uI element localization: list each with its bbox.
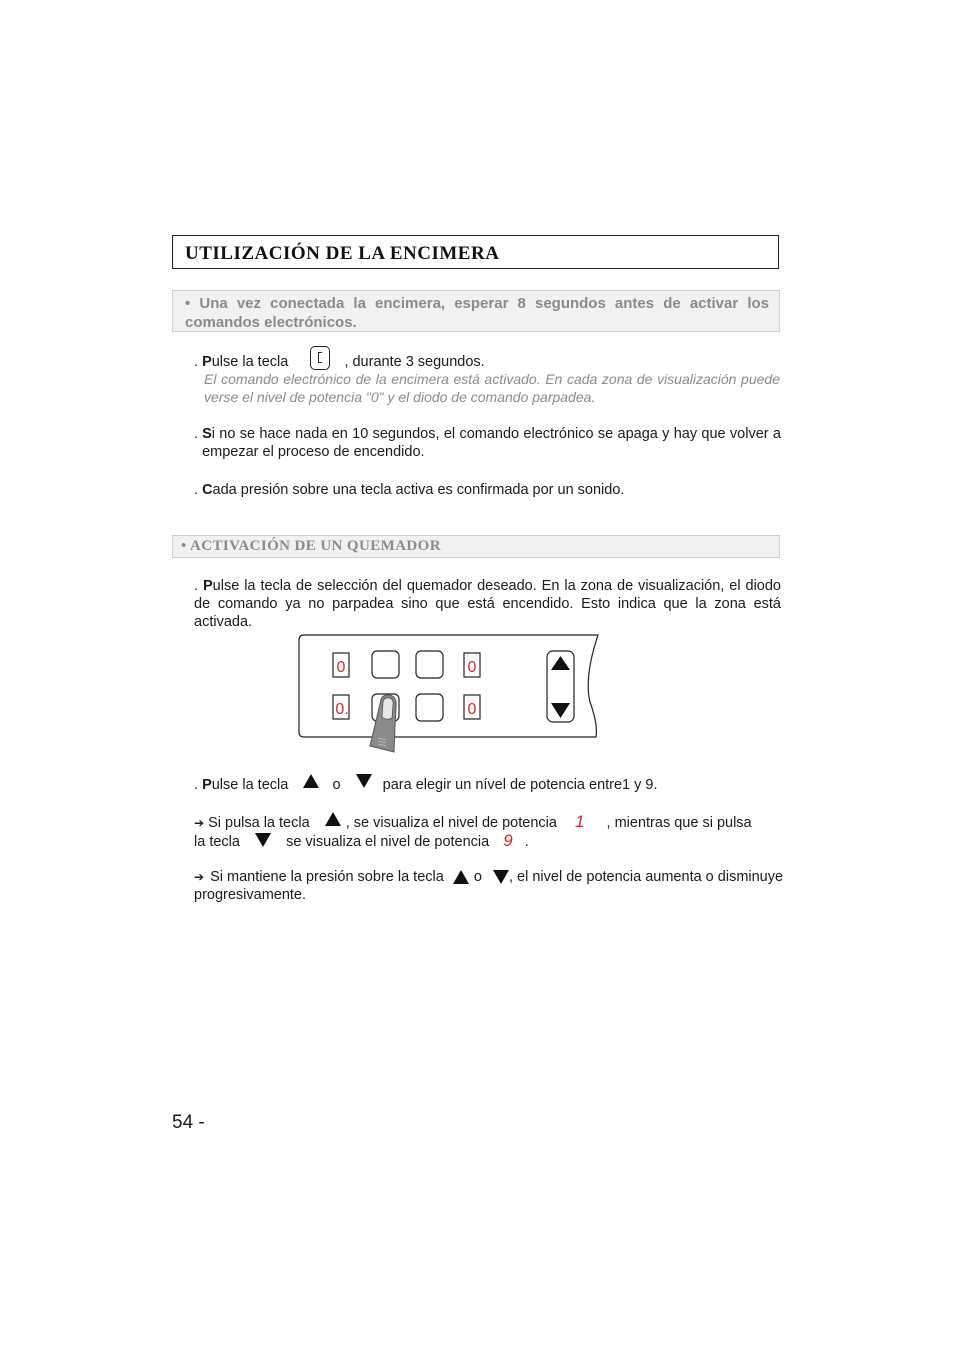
step-3: [194, 481, 784, 499]
power-key-icon: [310, 346, 330, 370]
display-digit: 0: [467, 659, 477, 676]
step-7-continuation: [509, 868, 784, 886]
step-3-lead: C: [202, 482, 213, 498]
step-2-prefix: .: [194, 426, 203, 442]
step-2-lead: S: [202, 426, 212, 442]
step-6-text-e: se visualiza el nivel de potencia: [286, 834, 490, 850]
display-bottom-right: [464, 695, 480, 719]
step-7-or: o: [473, 869, 482, 885]
step-1-lead: P: [202, 353, 212, 370]
notice-box: [172, 290, 780, 332]
step-1-text-after: , durante 3 segundos.: [344, 353, 485, 370]
section-title: • ACTIVACIÓN DE UN QUEMADOR: [181, 538, 441, 554]
arrow-icon: ➔: [194, 870, 205, 884]
step-5: [194, 776, 784, 794]
display-digit: 0: [467, 701, 477, 718]
display-top-left: [333, 653, 349, 677]
display-bottom-left: [333, 695, 349, 719]
step-5-text-before: ulse la tecla: [211, 777, 289, 793]
step-4-lead: P: [202, 578, 213, 594]
step-1-prefix: .: [194, 353, 203, 370]
step-5-or: o: [332, 777, 341, 793]
step-4: [194, 577, 781, 631]
step-2: [194, 425, 781, 461]
down-triangle-icon: [492, 869, 510, 885]
step-6-text-f: .: [524, 834, 529, 850]
power-level-digit-9: 9: [503, 831, 513, 850]
up-triangle-icon: [324, 811, 342, 827]
step-3-text: ada presión sobre una tecla activa es confirmada por un sonido.: [212, 482, 625, 498]
step-6: [194, 813, 784, 851]
step-6-text-a: Si pulsa la tecla: [208, 815, 310, 831]
step-7-text-a: Si mantiene la presión sobre la tecla: [210, 869, 444, 885]
step-1-note: El comando electrónico de la encimera está activado. En cada zona de visualización puede verse el nivel de potencia "0" y el diodo de comando parpadea.: [204, 371, 780, 405]
down-triangle-icon: [254, 832, 272, 848]
step-1-text-before: ulse la tecla: [211, 353, 289, 370]
display-digit: 0: [336, 659, 346, 676]
down-triangle-icon: [355, 773, 373, 789]
arrow-icon: ➔: [194, 816, 205, 830]
step-6-text-d: la tecla: [194, 834, 240, 850]
step-3-prefix: .: [194, 482, 203, 498]
step-5-lead: P: [202, 777, 212, 793]
zone-key-top-left[interactable]: [372, 651, 399, 678]
display-digit: 0.: [335, 701, 349, 718]
power-level-digit-1: 1: [575, 812, 585, 831]
step-5-text-after: para elegir un nível de potencia entre1 y 9.: [382, 777, 658, 793]
section-box: [172, 535, 780, 558]
step-5-prefix: .: [194, 777, 203, 793]
step-7-text-b-line-2: progresivamente.: [194, 887, 307, 903]
page-number: 54 -: [172, 1112, 205, 1133]
page-title: UTILIZACIÓN DE LA ENCIMERA: [185, 243, 500, 264]
zone-key-bottom-right[interactable]: [416, 694, 443, 721]
title-box: [172, 235, 779, 269]
step-2-text: i no se hace nada en 10 segundos, el comando electrónico se apaga y hay que volver a empezar el proceso de encendido.: [202, 426, 781, 460]
step-6-text-c: , mientras que si pulsa: [606, 815, 752, 831]
up-triangle-icon: [452, 869, 470, 885]
display-top-right: [464, 653, 480, 677]
up-triangle-icon: [302, 773, 320, 789]
step-4-prefix: .: [194, 578, 203, 594]
control-panel-diagram: [296, 632, 606, 758]
step-7-text-b: , el nivel de potencia aumenta o disminuye: [509, 869, 784, 885]
notice-text: • Una vez conectada la encimera, esperar 8 segundos antes de activar los comandos electrónicos.: [185, 295, 769, 331]
zone-key-top-right[interactable]: [416, 651, 443, 678]
step-6-text-b: , se visualiza el nivel de potencia: [345, 815, 557, 831]
step-4-text: ulse la tecla de selección del quemador deseado. En la zona de visualización, el diodo de comando ya no parpadea sino que está encendido. Esto indica que la zona está activada.: [194, 578, 781, 630]
